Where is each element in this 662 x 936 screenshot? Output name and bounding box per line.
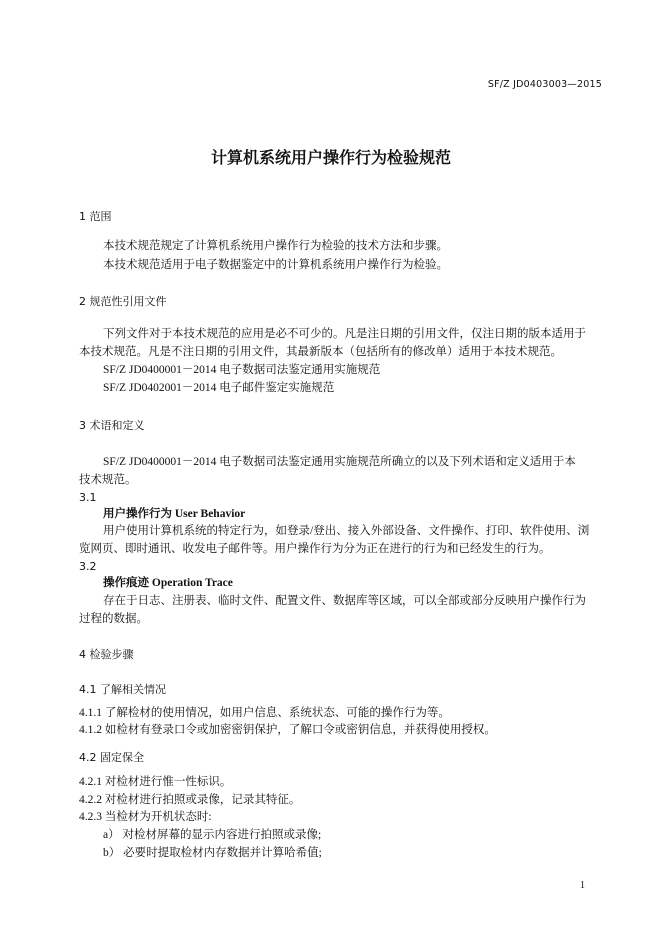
page-number: 1	[580, 880, 585, 891]
term-3-1-title: 用户操作行为 User Behavior	[103, 508, 246, 520]
section-2-paragraph-line-2: 本技术规范。凡是不注日期的引用文件，其最新版本（包括所有的修改单）适用于本技术规范。	[79, 346, 562, 358]
term-3-1-definition-line-2: 览网页、即时通讯、收发电子邮件等。用户操作行为分为正在进行的行为和已经发生的行为。	[79, 543, 551, 555]
clause-4-2-2: 4.2.2 对检材进行拍照或录像，记录其特征。	[79, 794, 301, 806]
section-1-heading: 1 范围	[79, 210, 112, 223]
section-4-2-heading: 4.2 固定保全	[79, 751, 144, 764]
section-1-paragraph-1: 本技术规范规定了计算机系统用户操作行为检验的技术方法和步骤。	[103, 240, 448, 252]
term-3-2-definition-line-2: 过程的数据。	[79, 613, 148, 625]
reference-2: SF/Z JD0402001－2014 电子邮件鉴定实施规范	[103, 382, 335, 394]
term-3-2-definition-line-1: 存在于日志、注册表、临时文件、配置文件、数据库等区域，可以全部或部分反映用户操作行为	[103, 595, 586, 607]
section-2-paragraph-line-1: 下列文件对于本技术规范的应用是必不可少的。凡是注日期的引用文件，仅注日期的版本适用于	[103, 328, 586, 340]
list-item-b: b） 必要时提取检材内存数据并计算哈希值;	[103, 847, 322, 859]
clause-4-2-1: 4.2.1 对检材进行惟一性标识。	[79, 776, 232, 788]
section-4-1-heading: 4.1 了解相关情况	[79, 683, 166, 696]
page-title: 计算机系统用户操作行为检验规范	[210, 148, 451, 167]
clause-4-1-1: 4.1.1 了解检材的使用情况，如用户信息、系统状态、可能的操作行为等。	[79, 707, 450, 719]
term-3-2-title: 操作痕迹 Operation Trace	[103, 577, 233, 589]
section-3-intro-line-2: 技术规范。	[79, 474, 137, 486]
section-1-paragraph-2: 本技术规范适用于电子数据鉴定中的计算机系统用户操作行为检验。	[103, 259, 448, 271]
term-3-1-number: 3.1	[79, 491, 97, 504]
reference-1: SF/Z JD0400001－2014 电子数据司法鉴定通用实施规范	[103, 364, 381, 376]
list-item-a: a） 对检材屏幕的显示内容进行拍照或录像;	[103, 829, 322, 841]
term-3-1-definition-line-1: 用户使用计算机系统的特定行为，如登录/登出、接入外部设备、文件操作、打印、软件使用、浏	[103, 525, 590, 537]
term-3-2-number: 3.2	[79, 560, 97, 573]
clause-4-1-2: 4.1.2 如检材有登录口令或加密密钥保护，了解口令或密钥信息，并获得使用授权。	[79, 724, 496, 736]
document-code: SF/Z JD0403003—2015	[487, 79, 602, 90]
section-4-heading: 4 检验步骤	[79, 648, 134, 661]
clause-4-2-3: 4.2.3 当检材为开机状态时:	[79, 811, 212, 823]
section-3-heading: 3 术语和定义	[79, 419, 145, 432]
section-2-heading: 2 规范性引用文件	[79, 295, 167, 308]
section-3-intro-line-1: SF/Z JD0400001－2014 电子数据司法鉴定通用实施规范所确立的以及下列术语和定义适用于本	[103, 456, 576, 468]
